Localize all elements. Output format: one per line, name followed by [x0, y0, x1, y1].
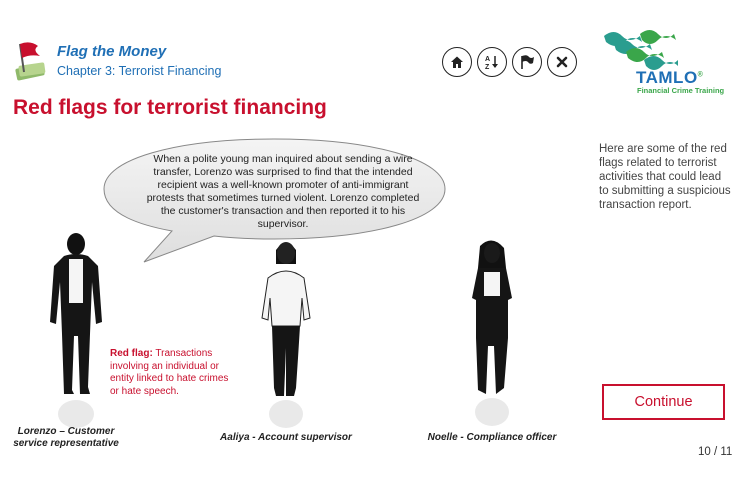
registered-mark: ® — [697, 71, 704, 79]
brand-tagline: Financial Crime Training — [637, 86, 725, 95]
page-heading: Red flags for terrorist financing — [13, 96, 327, 119]
flag-icon — [519, 54, 535, 70]
intro-text: Here are some of the red flags related to terrorist activities that could lead to submitting a suspicious transaction report. — [599, 143, 731, 211]
noelle-figure — [460, 238, 524, 432]
lorenzo-caption-line2: service representative — [13, 438, 119, 449]
glossary-button[interactable] — [477, 47, 507, 77]
red-flag-label: Red flag: — [110, 348, 153, 359]
close-icon — [556, 56, 568, 68]
noelle-caption: Noelle - Compliance officer — [427, 432, 557, 443]
flag-button[interactable] — [512, 47, 542, 77]
lorenzo-caption-line1: Lorenzo – Customer — [17, 426, 115, 437]
svg-text:A: A — [485, 56, 491, 63]
speech-text: When a polite young man inquired about sending a wire transfer, Lorenzo was surprised to find that the intended recipient was a well-known promoter of anti-immigrant protests that sometimes turned violent. Lorenzo completed the customer's transaction and then reported it to his supervisor. — [146, 153, 420, 230]
home-icon — [450, 55, 464, 69]
brand-name-text: TAMLO — [636, 68, 698, 87]
sort-az-icon — [484, 54, 500, 70]
chapter-title: Chapter 3: Terrorist Financing — [57, 64, 222, 78]
red-flag-note — [110, 348, 230, 398]
lorenzo-figure — [44, 232, 108, 432]
page-number: 10 / 11 — [698, 446, 733, 458]
brand-logo-icon — [600, 26, 680, 70]
red-flag-text: Transactions involving an individual or entity linked to hate crimes or hate speech. — [110, 348, 229, 397]
continue-button[interactable]: Continue — [602, 384, 725, 420]
course-logo-icon — [10, 40, 50, 82]
aaliya-figure — [254, 238, 318, 432]
brand-name — [636, 68, 703, 88]
home-button[interactable] — [442, 47, 472, 77]
svg-text:Z: Z — [485, 64, 490, 70]
close-button[interactable] — [547, 47, 577, 77]
aaliya-caption: Aaliya - Account supervisor — [220, 432, 352, 443]
course-title: Flag the Money — [57, 43, 167, 60]
lorenzo-caption — [6, 426, 126, 450]
